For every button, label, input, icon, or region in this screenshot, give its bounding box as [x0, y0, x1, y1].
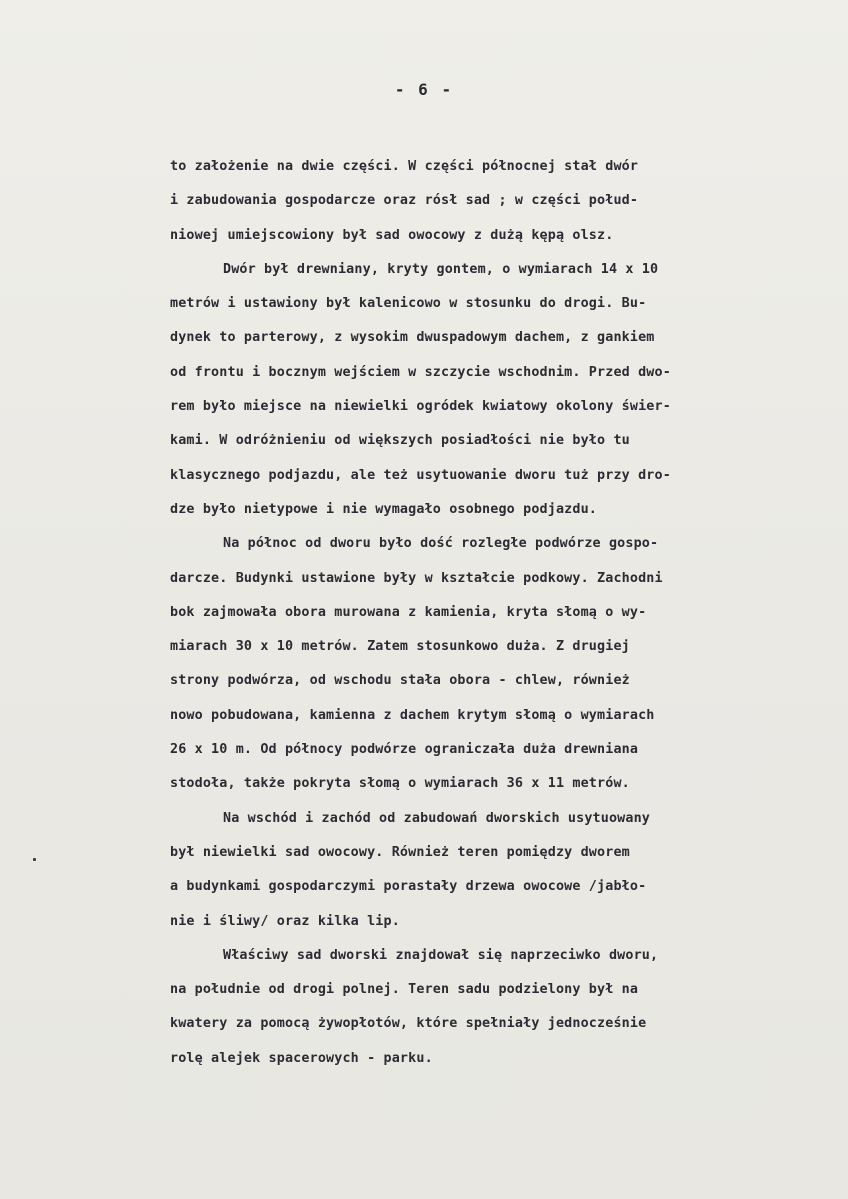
text-line: dynek to parterowy, z wysokim dwuspadowym dachem, z gankiem: [170, 330, 655, 346]
text-line: na południe od drogi polnej. Teren sadu podzielony był na: [170, 982, 639, 998]
text-line: bok zajmowała obora murowana z kamienia, kryta słomą o wy-: [170, 604, 647, 620]
text-line: kwatery za pomocą żywopłotów, które spełniały jednocześnie: [170, 1016, 647, 1032]
text-line: darcze. Budynki ustawione były w kształcie podkowy. Zachodni: [170, 570, 663, 586]
text-line: dze było nietypowe i nie wymagało osobnego podjazdu.: [170, 501, 598, 517]
text-line: to założenie na dwie części. W części północnej stał dwór: [170, 159, 639, 174]
text-line: Dwór był drewniany, kryty gontem, o wymiarach 14 x 10: [223, 261, 659, 277]
text-line: Na północ od dworu było dość rozległe podwórze gospo-: [223, 536, 659, 552]
text-line: metrów i ustawiony był kalenicowo w stosunku do drogi. Bu-: [170, 296, 647, 312]
text-line: a budynkami gospodarczymi porastały drzewa owocowe /jabło-: [170, 879, 647, 895]
text-line: klasycznego podjazdu, ale też usytuowanie dworu tuż przy dro-: [170, 467, 671, 483]
text-line: rolę alejek spacerowych - parku.: [170, 1050, 433, 1066]
text-line: niowej umiejscowiony był sad owocowy z dużą kępą olsz.: [170, 227, 614, 243]
page-number: - 6 -: [394, 80, 454, 99]
text-line: był niewielki sad owocowy. Również teren pomiędzy dworem: [170, 844, 630, 860]
text-line: od frontu i bocznym wejściem w szczycie wschodnim. Przed dwo-: [170, 364, 671, 380]
text-line: strony podwórza, od wschodu stała obora - chlew, również: [170, 673, 630, 689]
body-text: [170, 150, 830, 1076]
text-line: Na wschód i zachód od zabudowań dworskich usytuowany: [223, 810, 651, 826]
text-line: nowo pobudowana, kamienna z dachem krytym słomą o wymiarach: [170, 707, 655, 723]
margin-mark: [33, 858, 36, 861]
text-line: i zabudowania gospodarcze oraz rósł sad ; w części połud-: [170, 193, 639, 209]
text-line: rem było miejsce na niewielki ogródek kwiatowy okolony świer-: [170, 399, 671, 415]
text-line: stodoła, także pokryta słomą o wymiarach 36 x 11 metrów.: [170, 776, 630, 792]
text-line: 26 x 10 m. Od północy podwórze ograniczała duża drewniana: [170, 742, 639, 758]
text-line: nie i śliwy/ oraz kilka lip.: [170, 913, 400, 929]
text-line: miarach 30 x 10 metrów. Zatem stosunkowo duża. Z drugiej: [170, 639, 630, 655]
text-line: Właściwy sad dworski znajdował się naprzeciwko dworu,: [223, 947, 659, 963]
text-line: kami. W odróżnieniu od większych posiadłości nie było tu: [170, 433, 630, 449]
